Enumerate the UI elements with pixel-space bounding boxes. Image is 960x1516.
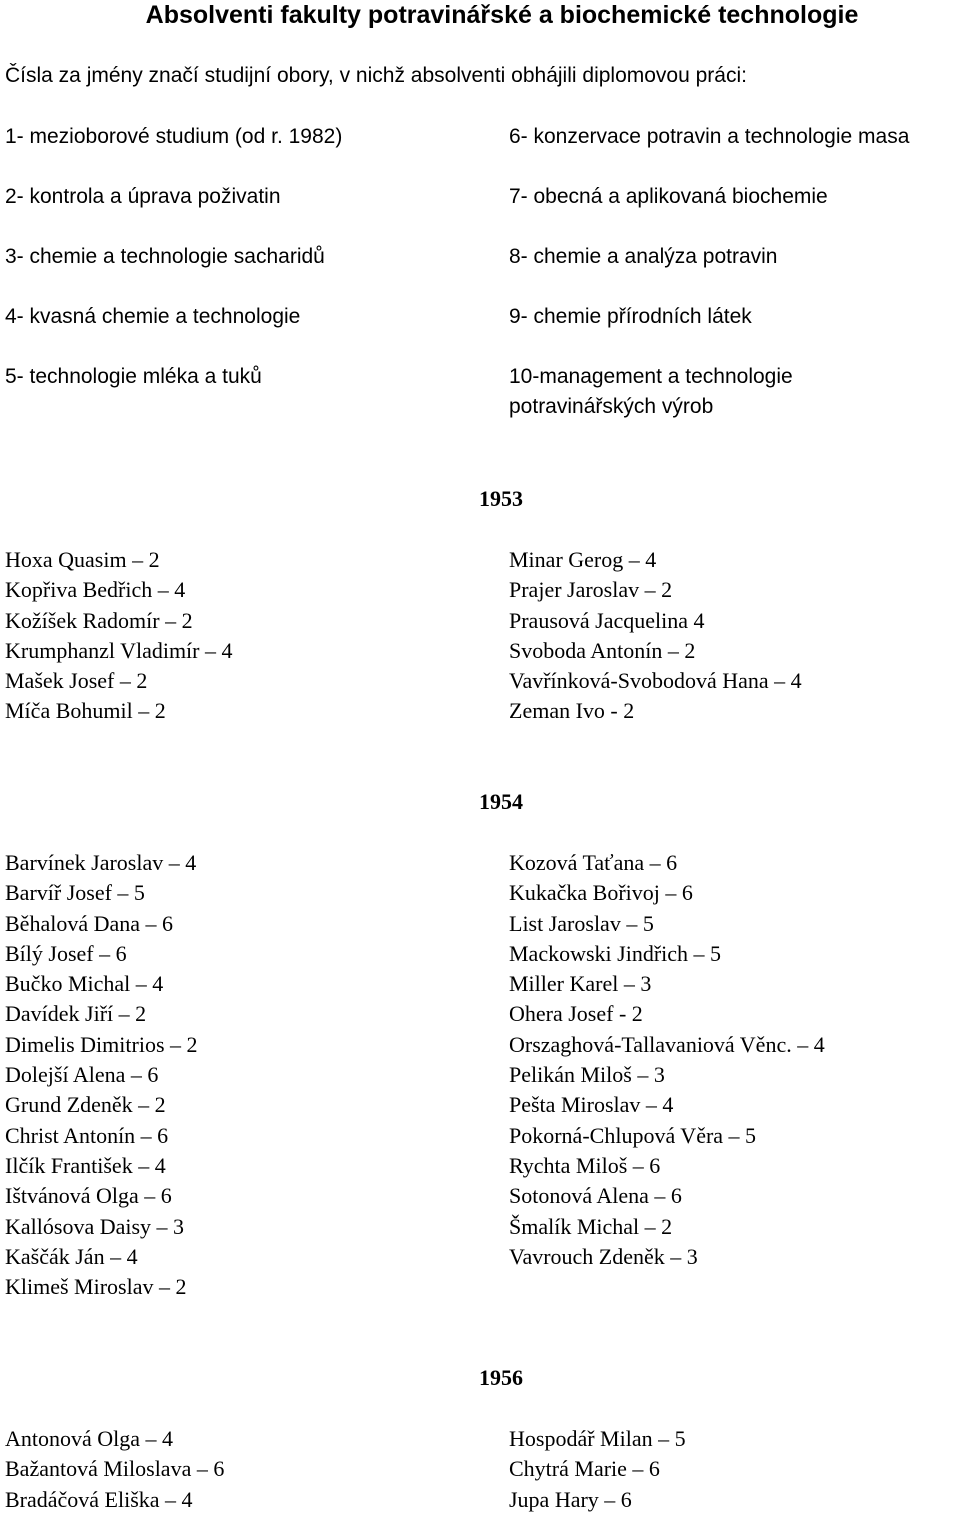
graduate-entry: Kaščák Ján – 4	[5, 1243, 138, 1269]
graduate-entry: Bílý Josef – 6	[5, 940, 127, 966]
graduates-list-left-1953	[5, 545, 233, 727]
graduate-entry: Sotonová Alena – 6	[509, 1183, 682, 1209]
graduate-entry: Grund Zdeněk – 2	[5, 1092, 166, 1118]
study-field: 7- obecná a aplikovaná biochemie	[509, 185, 828, 208]
study-field: 5- technologie mléka a tuků	[5, 365, 262, 388]
graduate-entry: Pelikán Miloš – 3	[509, 1062, 665, 1088]
graduates-list-right-1954	[509, 848, 825, 1272]
graduate-entry: Jupa Hary – 6	[509, 1486, 632, 1512]
study-field: 4- kvasná chemie a technologie	[5, 305, 301, 328]
graduate-entry: Bučko Michal – 4	[5, 971, 164, 997]
graduate-entry: Kukačka Bořivoj – 6	[509, 880, 693, 906]
year-heading-1953: 1953	[479, 486, 523, 511]
graduate-entry: Prausová Jacquelina 4	[509, 607, 705, 633]
graduate-entry: Hoxa Quasim – 2	[5, 547, 160, 572]
study-field: 1- mezioborové studium (od r. 1982)	[5, 125, 343, 148]
graduate-entry: Orszaghová-Tallavaniová Věnc. – 4	[509, 1031, 825, 1057]
graduate-entry: Pokorná-Chlupová Věra – 5	[509, 1122, 757, 1148]
graduate-entry: Minar Gerog – 4	[509, 547, 657, 572]
graduate-entry: Svoboda Antonín – 2	[509, 637, 696, 663]
graduate-entry: Barvínek Jaroslav – 4	[5, 850, 197, 875]
study-field: 8- chemie a analýza potravin	[509, 245, 778, 268]
graduates-list-right-1953	[509, 545, 802, 727]
graduate-entry: Ištvánová Olga – 6	[5, 1183, 172, 1209]
graduate-entry: Antonová Olga – 4	[5, 1426, 174, 1451]
study-fields-right	[509, 122, 959, 422]
graduate-entry: Běhalová Dana – 6	[5, 910, 173, 936]
graduate-entry: Ohera Josef - 2	[509, 1001, 643, 1027]
page-title: Absolventi fakulty potravinářské a biochemické technologie	[145, 1, 859, 29]
graduate-entry: Hospodář Milan – 5	[509, 1426, 686, 1451]
study-field: 3- chemie a technologie sacharidů	[5, 245, 325, 268]
graduate-entry: Klimeš Miroslav – 2	[5, 1274, 187, 1300]
graduate-entry: Bažantová Miloslava – 6	[5, 1456, 225, 1482]
graduate-entry: Zeman Ivo - 2	[509, 698, 635, 724]
graduate-entry: Ilčík František – 4	[5, 1152, 166, 1178]
graduate-entry: Pešta Miroslav – 4	[509, 1092, 674, 1118]
study-field: 2- kontrola a úprava poživatin	[5, 185, 281, 208]
graduate-entry: Kozová Taťana – 6	[509, 850, 678, 875]
graduate-entry: Kopřiva Bedřich – 4	[5, 577, 186, 603]
graduates-list-left-1956	[5, 1424, 224, 1515]
graduate-entry: Vavřínková-Svobodová Hana – 4	[509, 668, 802, 694]
graduate-entry: List Jaroslav – 5	[509, 910, 654, 936]
graduate-entry: Míča Bohumil – 2	[5, 698, 166, 724]
graduate-entry: Kožíšek Radomír – 2	[5, 607, 193, 633]
graduate-entry: Kallósova Daisy – 3	[5, 1213, 185, 1239]
graduate-entry: Christ Antonín – 6	[5, 1122, 169, 1148]
page-subtitle: Čísla za jmény značí studijní obory, v nichž absolventi obhájili diplomovou práci:	[5, 64, 747, 87]
graduate-entry: Krumphanzl Vladimír – 4	[5, 637, 233, 663]
study-field: 6- konzervace potravin a technologie masa	[509, 125, 910, 148]
graduates-list-left-1954	[5, 848, 198, 1302]
graduate-entry: Mašek Josef – 2	[5, 668, 148, 694]
graduate-entry: Bradáčová Eliška – 4	[5, 1486, 193, 1512]
graduate-entry: Vavrouch Zdeněk – 3	[509, 1243, 698, 1269]
graduate-entry: Dolejší Alena – 6	[5, 1062, 159, 1088]
graduate-entry: Dimelis Dimitrios – 2	[5, 1031, 198, 1057]
graduate-entry: Rychta Miloš – 6	[509, 1152, 661, 1178]
study-field: 9- chemie přírodních látek	[509, 305, 752, 328]
graduate-entry: Prajer Jaroslav – 2	[509, 577, 673, 603]
graduates-list-right-1956	[509, 1424, 686, 1515]
study-fields-left	[5, 122, 485, 422]
graduate-entry: Barvíř Josef – 5	[5, 880, 145, 906]
graduate-entry: Davídek Jiří – 2	[5, 1001, 147, 1027]
graduate-entry: Miller Karel – 3	[509, 971, 652, 997]
year-heading-1956: 1956	[479, 1365, 523, 1390]
graduate-entry: Chytrá Marie – 6	[509, 1456, 660, 1482]
graduate-entry: Mackowski Jindřich – 5	[509, 940, 722, 966]
study-field: 10-management a technologie potravinářských výrob	[509, 365, 793, 418]
year-heading-1954: 1954	[479, 789, 523, 814]
graduate-entry: Šmalík Michal – 2	[509, 1213, 673, 1239]
